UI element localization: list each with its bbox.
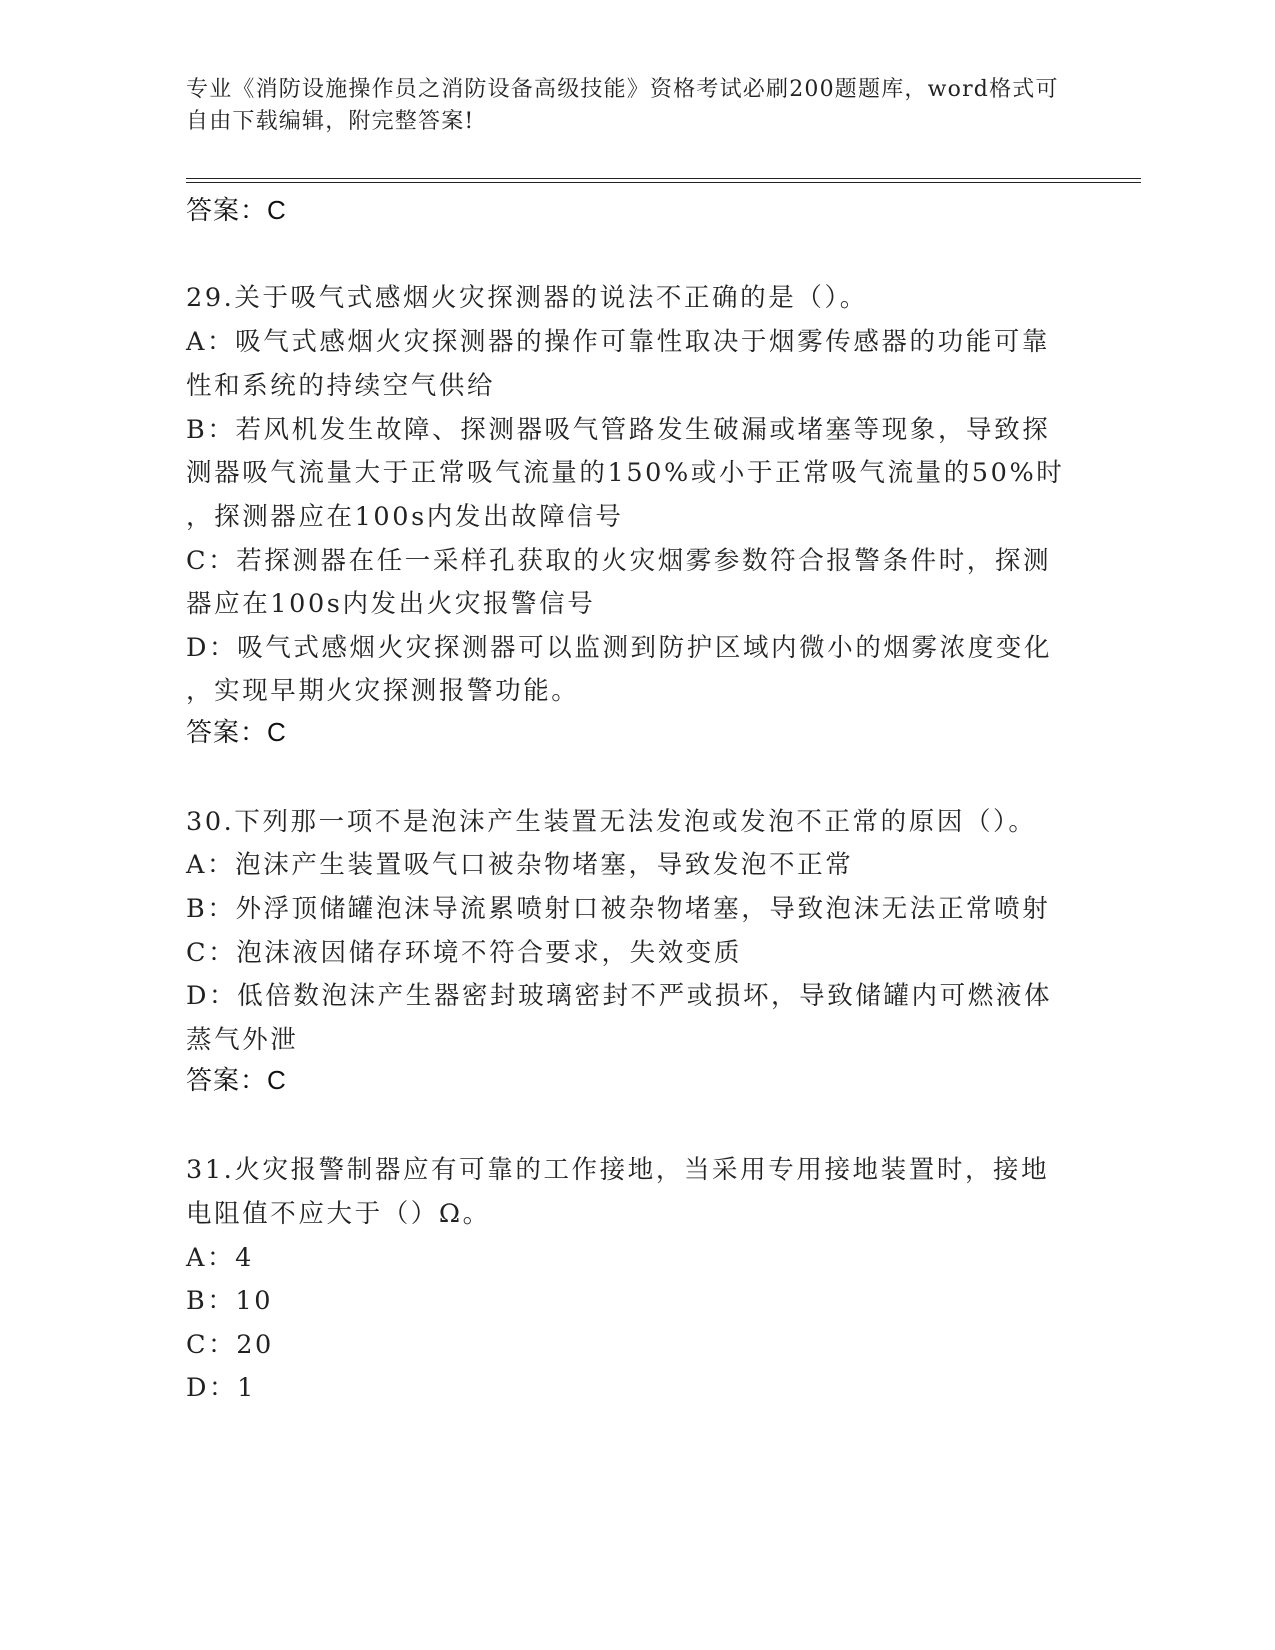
q29-option-b-cont: 测器吸气流量大于正常吸气流量的150%或小于正常吸气流量的50%时 (186, 458, 1065, 488)
q30-option-c: C：泡沫液因储存环境不符合要求，失效变质 (186, 938, 743, 968)
q29-answer: 答案：C (186, 717, 287, 747)
q29-option-d: D：吸气式感烟火灾探测器可以监测到防护区域内微小的烟雾浓度变化 (186, 633, 1053, 663)
q29-option-b-cont2: ，探测器应在100s内发出故障信号 (186, 502, 624, 532)
q30-answer: 答案：C (186, 1065, 287, 1095)
q29-option-c: C：若探测器在任一采样孔获取的火灾烟雾参数符合报警条件时，探测 (186, 546, 1052, 576)
q29-option-d-cont: ，实现早期火灾探测报警功能。 (186, 676, 580, 706)
q30-option-b: B：外浮顶储罐泡沫导流累喷射口被杂物堵塞，导致泡沫无法正常喷射 (186, 894, 1051, 924)
q29-option-a-cont: 性和系统的持续空气供给 (186, 371, 496, 401)
q31-option-b: B：10 (186, 1286, 274, 1316)
question-30-stem: 30.下列那一项不是泡沫产生装置无法发泡或发泡不正常的原因（）。 (186, 807, 1037, 837)
question-29-stem: 29.关于吸气式感烟火灾探测器的说法不正确的是（）。 (186, 283, 868, 313)
q31-option-c: C：20 (186, 1330, 274, 1360)
q31-option-d: D：1 (186, 1373, 256, 1403)
question-31-stem-cont: 电阻值不应大于（）Ω。 (186, 1199, 491, 1229)
answer-label: 答案：C (186, 195, 287, 225)
q30-option-d-cont: 蒸气外泄 (186, 1025, 299, 1055)
q31-option-a: A：4 (186, 1243, 254, 1273)
q29-option-b: B：若风机发生故障、探测器吸气管路发生破漏或堵塞等现象，导致探 (186, 415, 1051, 445)
q29-option-c-cont: 器应在100s内发出火灾报警信号 (186, 589, 596, 619)
q30-option-a: A：泡沫产生装置吸气口被杂物堵塞，导致发泡不正常 (186, 850, 854, 880)
q29-option-a: A：吸气式感烟火灾探测器的操作可靠性取决于烟雾传感器的功能可靠 (186, 327, 1051, 357)
q30-option-d: D：低倍数泡沫产生器密封玻璃密封不严或损坏，导致储罐内可燃液体 (186, 981, 1053, 1011)
question-31-stem: 31.火灾报警制器应有可靠的工作接地，当采用专用接地装置时，接地 (186, 1155, 1050, 1185)
header-divider-top (186, 178, 1141, 179)
document-header: 专业《消防设施操作员之消防设备高级技能》资格考试必刷200题题库，word格式可自由下载编辑，附完整答案! (186, 77, 1059, 134)
header-divider-bottom (186, 182, 1141, 183)
